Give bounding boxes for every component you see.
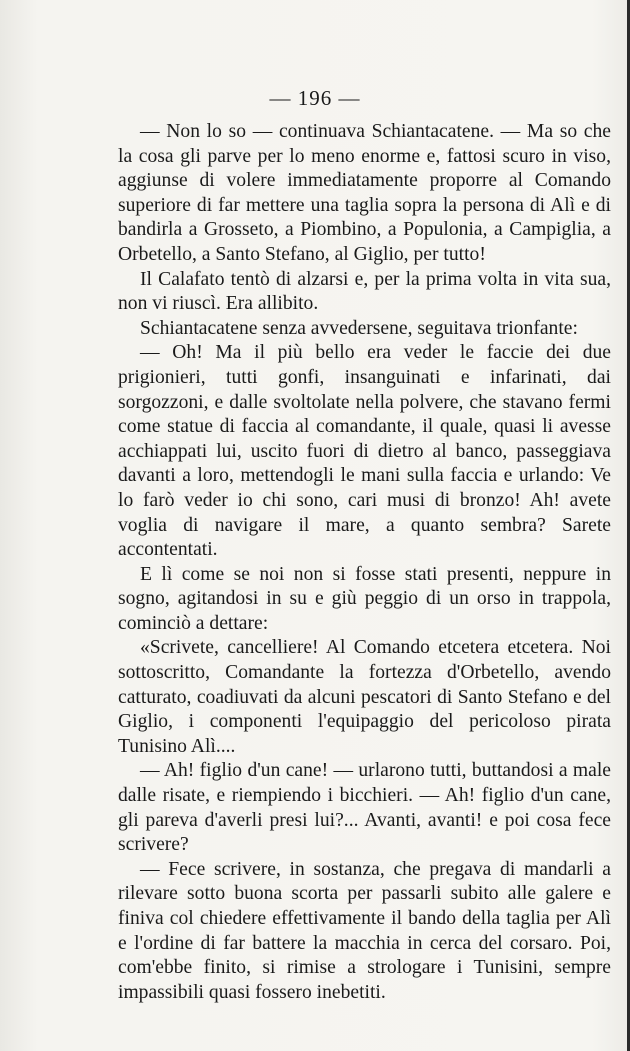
paragraph: — Oh! Ma il più bello era veder le faccie dei due prigionieri, tutti gonfi, insanguinati e infarinati, dai sorgozzoni, e dalle svoltolate nella polvere, che stavano fermi come statue di faccia al comandante, il quale, quasi li avesse acchiappati lui, uscito fuori di dietro al banco, passeggiava davanti a loro, mettendogli le mani sulla faccia e urlando: Ve lo farò veder io chi sono, cari musi di bronzo! Ah! avete voglia di navigare il mare, a quanto sembra? Sarete accontentati. xyxy=(118,342,611,561)
paragraph: E lì come se noi non si fosse stati presenti, neppure in sogno, agitandosi in su e giù peggio di un orso in trappola, cominciò a dettare: xyxy=(118,563,611,634)
paragraph: — Ah! figlio d'un cane! — urlarono tutti, buttandosi a male dalle risate, e riempiendo i bicchieri. — Ah! figlio d'un cane, gli pareva d'averli presi lui?... Avanti, avanti! e poi cosa fece scrivere? xyxy=(118,760,611,856)
paragraph: — Non lo so — continuava Schiantacatene. — Ma so che la cosa gli parve per lo meno enorme e, fattosi scuro in viso, aggiunse di volere immediatamente proporre al Comando superiore di far mettere una taglia sopra la persona di Alì e di bandirla a Grosseto, a Piombino, a Populonia, a Campiglia, a Orbetello, a Santo Stefano, al Giglio, per tutto! xyxy=(118,121,611,265)
paragraph: Schiantacatene senza avvedersene, seguitava trionfante: xyxy=(140,317,578,339)
page-number: — 196 — xyxy=(269,86,361,110)
paragraph: Il Calafato tentò di alzarsi e, per la prima volta in vita sua, non vi riuscì. Era allibito. xyxy=(118,268,611,315)
page-text xyxy=(118,120,611,1005)
paragraph: — Fece scrivere, in sostanza, che pregava di mandarli a rilevare sotto buona scorta per passarli subito alle galere e finiva col chiedere effettivamente il bando della taglia per Alì e l'ordine di far battere la macchia in cerca del corsaro. Poi, com'ebbe finito, si rimise a strologare i Tunisini, sempre impassibili quasi fossero inebetiti. xyxy=(118,858,611,1003)
paragraph: «Scrivete, cancelliere! Al Comando etcetera etcetera. Noi sottoscritto, Comandante la fortezza d'Orbetello, avendo catturato, coadiuvati da alcuni pescatori di Santo Stefano e del Giglio, i componenti l'equipaggio del pericoloso pirata Tunisino Alì.... xyxy=(118,637,611,757)
